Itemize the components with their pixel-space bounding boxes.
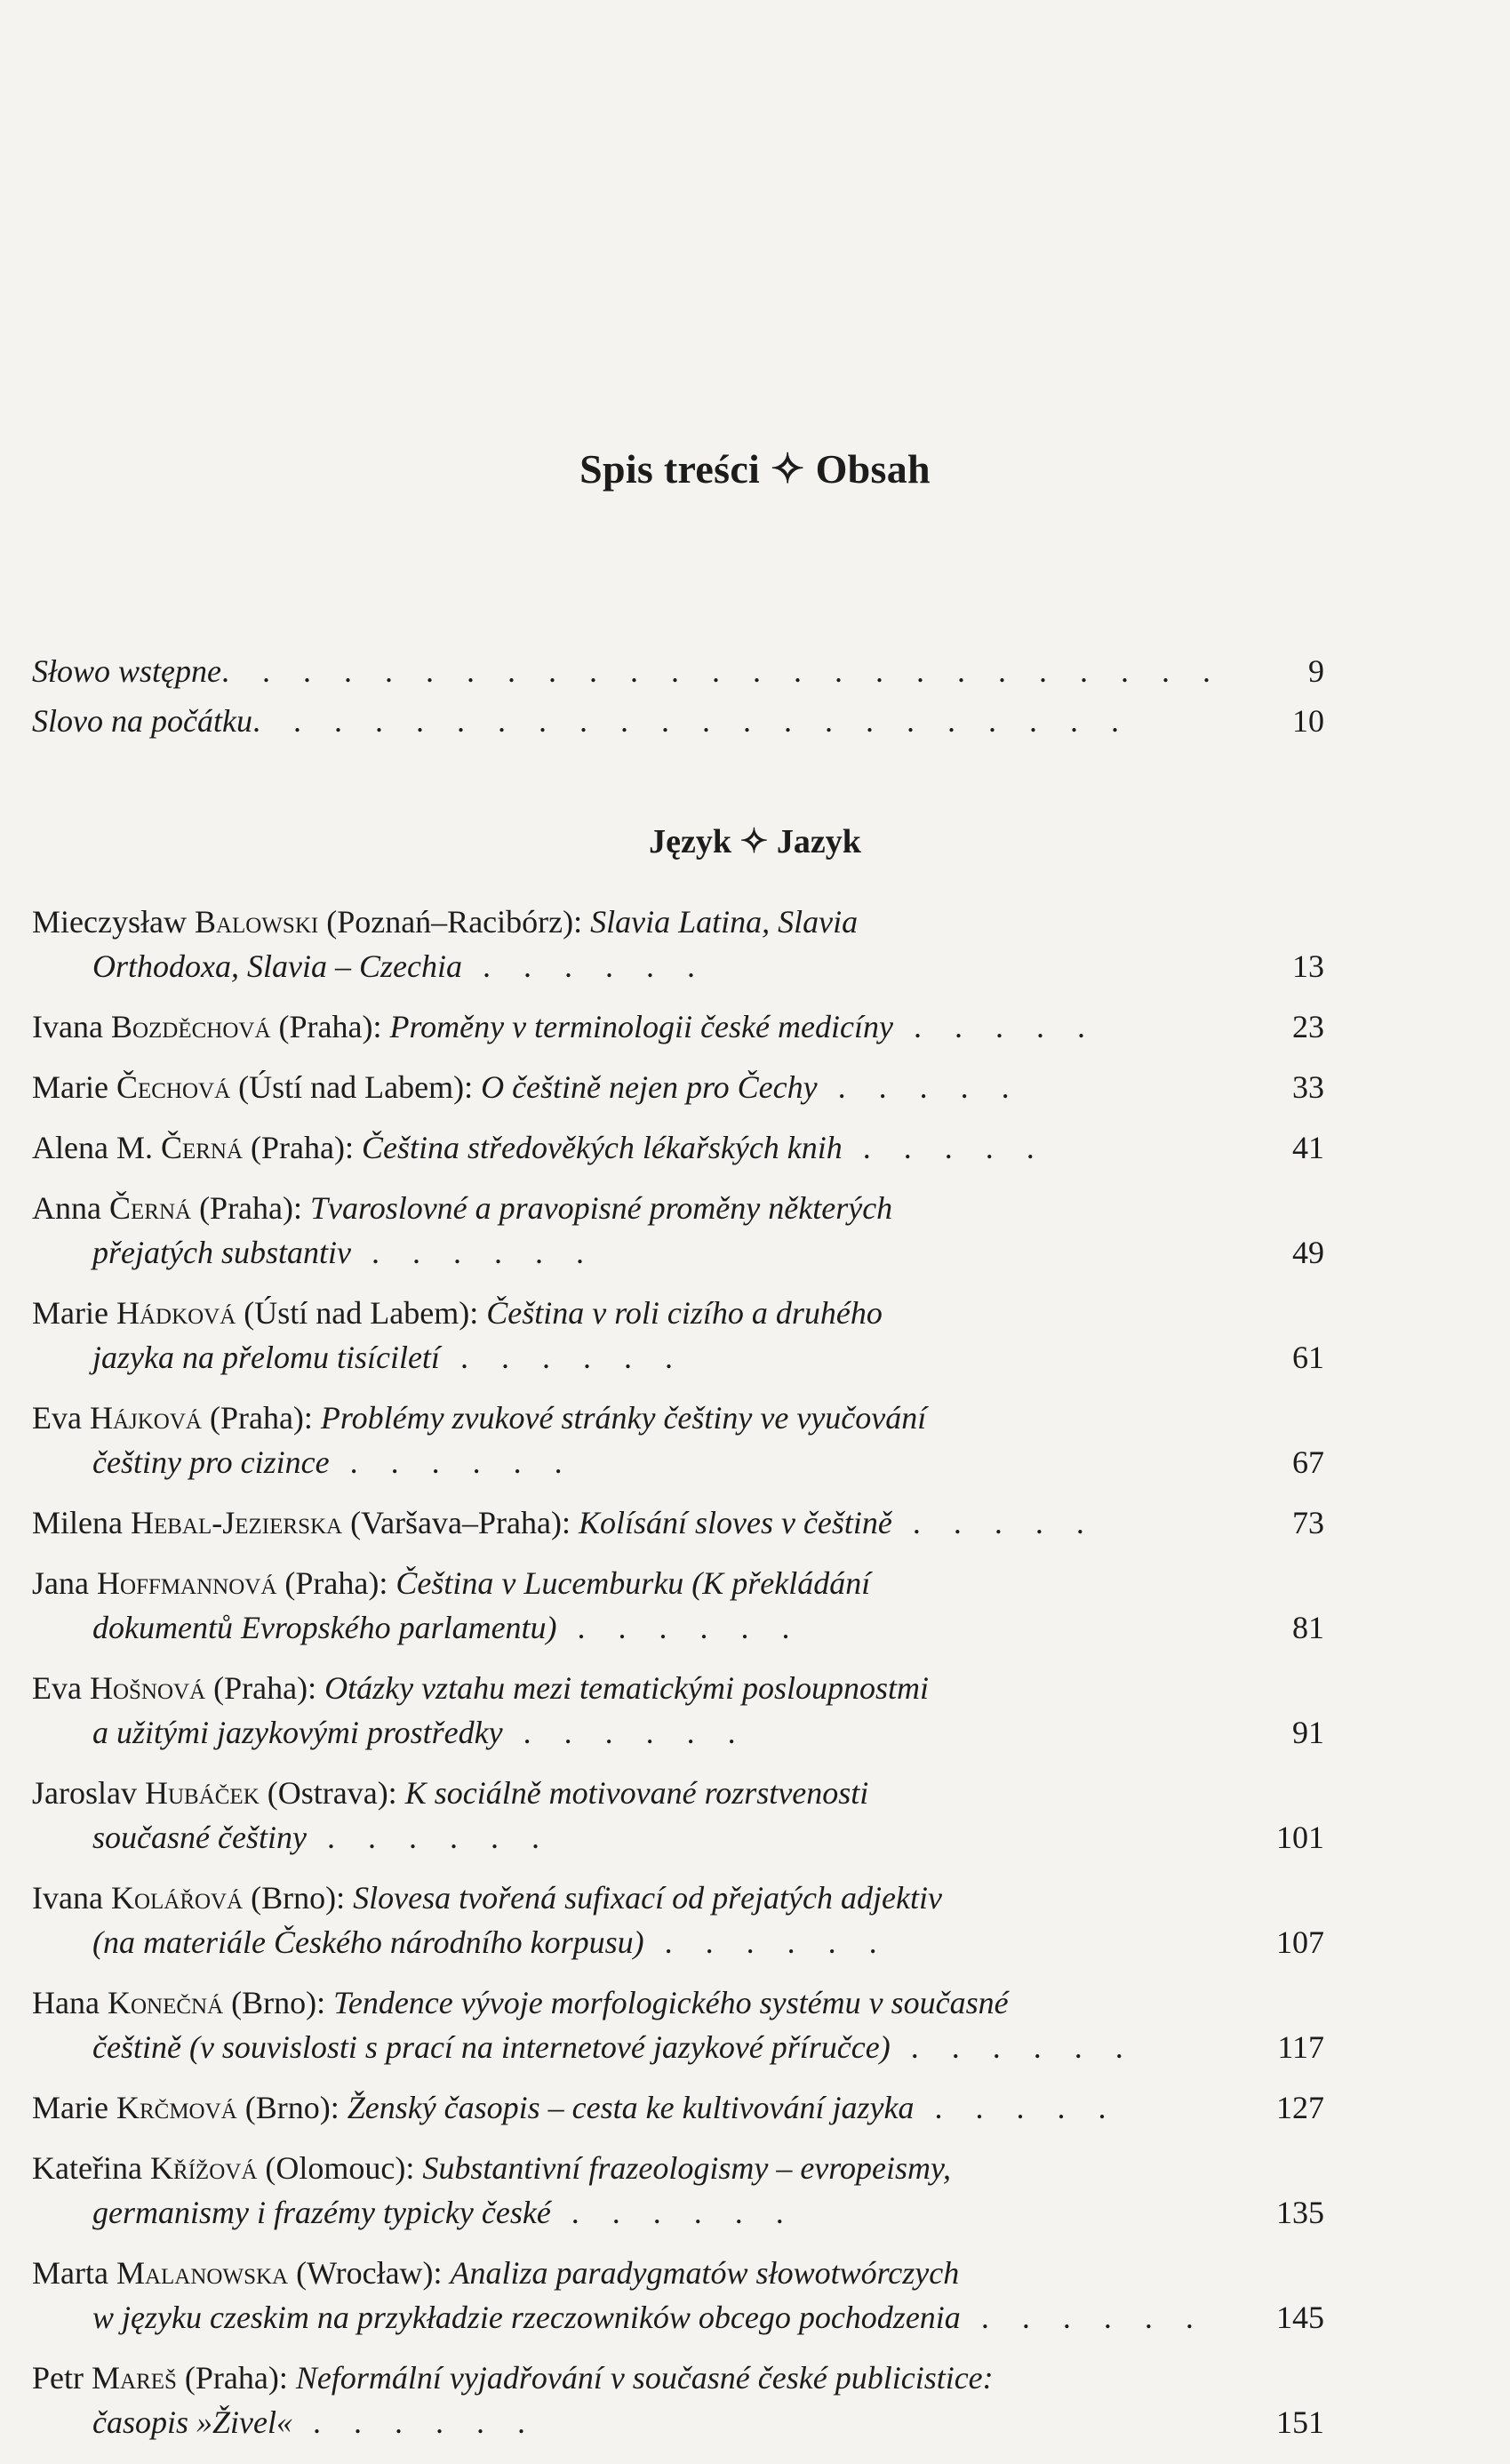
page-number: 23 <box>1292 1009 1324 1044</box>
leader-dots: . . . . . <box>817 1069 1022 1105</box>
author-surname: Hájková <box>89 1400 202 1436</box>
author-place: (Praha): <box>284 1565 388 1601</box>
entry-title-line2: a užitými jazykovými prostředky <box>92 1715 503 1750</box>
author-first-name: Ivana <box>32 1880 103 1916</box>
entry-title-line2: dokumentů Evropského parlamentu) <box>92 1610 557 1645</box>
entry-title-line1: Čeština v Lucemburku (K překládání <box>395 1565 871 1601</box>
author-surname: Hebal-Jezierska <box>130 1505 343 1540</box>
leader-dots: . . . . . . <box>439 1340 685 1375</box>
entry-title-line1: Tvaroslovné a pravopisné proměny některých <box>310 1190 893 1226</box>
author-first-name: Marie <box>32 1295 108 1331</box>
author-place: (Olomouc): <box>265 2150 415 2186</box>
author-place: (Brno): <box>244 2090 340 2125</box>
author-first-name: Mieczysław <box>32 904 187 940</box>
entry-title: Słowo wstępne <box>32 653 221 689</box>
page-number: 135 <box>1276 2195 1324 2230</box>
author-surname: Hádková <box>116 1295 236 1331</box>
author-surname: Krčmová <box>116 2090 237 2125</box>
entry-title-line2: češtiny pro cizince <box>92 1444 330 1480</box>
toc-entry <box>32 1291 1324 1380</box>
entry-title-line2: časopis »Živel« <box>92 2404 292 2440</box>
author-surname: Malanowska <box>116 2255 289 2291</box>
page-number: 151 <box>1276 2404 1324 2440</box>
toc-entry <box>32 1666 1324 1755</box>
page-number: 107 <box>1276 1924 1324 1960</box>
leader-dots: . . . . . . <box>292 2404 538 2440</box>
entry-title-line1: Ženský časopis – cesta ke kultivování jazyka <box>347 2090 915 2125</box>
author-place: (Varšava–Praha): <box>350 1505 571 1540</box>
toc-entry-front-0 <box>32 649 1324 693</box>
author-first-name: Marie <box>32 1069 108 1105</box>
page-number: 91 <box>1292 1715 1324 1750</box>
author-first-name: Hana <box>32 1985 100 2020</box>
entry-title-line1: Slovesa tvořená sufixací od přejatých adjektiv <box>353 1880 942 1916</box>
leader-dots: . . . . . . <box>350 1235 596 1270</box>
leader-dots: . . . . . <box>842 1130 1047 1165</box>
author-first-name: Ivana <box>32 1009 103 1044</box>
page-number: 10 <box>1292 703 1324 739</box>
toc-entry <box>32 1396 1324 1484</box>
leader-dots: . . . . . <box>892 1009 1098 1044</box>
entry-title-line1: Slavia Latina, Slavia <box>590 904 859 940</box>
author-surname: Balowski <box>194 904 319 940</box>
entry-title-line1: Substantivní frazeologismy – evropeismy, <box>422 2150 951 2186</box>
toc-entry <box>32 900 1324 988</box>
page-number: 101 <box>1276 1820 1324 1855</box>
page-number: 127 <box>1276 2090 1324 2125</box>
page-number: 67 <box>1292 1444 1324 1480</box>
author-surname: Konečná <box>107 1985 224 2020</box>
toc-entry <box>32 1004 1324 1049</box>
author-surname: Černá <box>108 1190 192 1226</box>
leader-dots: . . . . . . <box>502 1715 748 1750</box>
author-surname: Hoffmannová <box>96 1565 277 1601</box>
page-number: 49 <box>1292 1235 1324 1270</box>
author-first-name: Petr <box>32 2360 84 2396</box>
author-place: (Praha): <box>184 2360 288 2396</box>
page-number: 41 <box>1292 1130 1324 1165</box>
toc-entry <box>32 1125 1324 1170</box>
page-number: 117 <box>1277 2029 1324 2065</box>
author-first-name: Alena M. <box>32 1130 153 1165</box>
leader-dots: . . . . . . <box>306 1820 552 1855</box>
author-first-name: Kateřina <box>32 2150 142 2186</box>
author-surname: Černá <box>160 1130 244 1165</box>
entry-title-line1: Tendence vývoje morfologického systému v současné <box>333 1985 1009 2020</box>
author-place: (Brno): <box>231 1985 326 2020</box>
toc-entry <box>32 1561 1324 1650</box>
entry-title-line2: současné češtiny <box>92 1820 307 1855</box>
entry-title-line2: (na materiále Českého národního korpusu) <box>92 1924 644 1960</box>
leader-dots: . . . . . . <box>550 2195 796 2230</box>
author-surname: Bozděchová <box>110 1009 271 1044</box>
toc-entry <box>32 2146 1324 2235</box>
toc-entry <box>32 1876 1324 1964</box>
page-title: Spis treści ✧ Obsah <box>579 446 931 492</box>
toc-entry <box>32 1186 1324 1275</box>
page-number: 61 <box>1292 1340 1324 1375</box>
entry-title-line2: přejatých substantiv <box>92 1235 351 1270</box>
entry-title: Slovo na počátku <box>32 703 252 739</box>
section-heading: Język ✧ Jazyk <box>649 823 861 860</box>
toc-entry <box>32 2251 1324 2340</box>
leader-dots: . . . . . . <box>461 948 707 984</box>
entry-title-line1: Kolísání sloves v češtině <box>578 1505 892 1540</box>
toc-entry <box>32 2356 1324 2444</box>
toc-entry <box>32 1771 1324 1860</box>
leader-dots: . . . . . . <box>960 2300 1206 2335</box>
toc-entry-list <box>32 900 1324 2460</box>
entry-title-line1: Problémy zvukové stránky češtiny ve vyučování <box>320 1400 927 1436</box>
author-place: (Ústí nad Labem): <box>244 1295 479 1331</box>
author-first-name: Jaroslav <box>32 1775 137 1811</box>
author-first-name: Anna <box>32 1190 101 1226</box>
author-place: (Wrocław): <box>296 2255 443 2291</box>
toc-entry <box>32 2085 1324 2130</box>
page-number: 73 <box>1292 1505 1324 1540</box>
author-place: (Praha): <box>209 1400 313 1436</box>
author-first-name: Milena <box>32 1505 123 1540</box>
author-first-name: Jana <box>32 1565 89 1601</box>
leader-dots: . . . . . . <box>643 1924 890 1960</box>
entry-title-line1: Otázky vztahu mezi tematickými posloupnostmi <box>324 1670 929 1706</box>
author-surname: Hubáček <box>144 1775 260 1811</box>
page-number: 145 <box>1276 2300 1324 2335</box>
page-number: 33 <box>1292 1069 1324 1105</box>
leader-dots: . . . . . . <box>890 2029 1136 2065</box>
toc-entry-front-1 <box>32 699 1324 743</box>
author-place: (Praha): <box>278 1009 382 1044</box>
entry-title-line1: K sociálně motivované rozrstvenosti <box>404 1775 869 1811</box>
entry-title-line1: Čeština v roli cizího a druhého <box>486 1295 883 1331</box>
leader-dots: . . . . . <box>914 2090 1119 2125</box>
author-place: (Ostrava): <box>267 1775 397 1811</box>
entry-title-line1: Proměny v terminologii české medicíny <box>389 1009 893 1044</box>
front-matter-list <box>32 649 1324 748</box>
author-surname: Hošnová <box>89 1670 206 1706</box>
entry-title-line2: češtině (v souvislosti s prací na internetové jazykové příručce) <box>92 2029 891 2065</box>
author-place: (Praha): <box>251 1130 354 1165</box>
toc-entry <box>32 1980 1324 2069</box>
leader-dots: . . . . . . . . . . . . . . . . . . . . . . . . . <box>221 653 1223 689</box>
author-place: (Brno): <box>251 1880 346 1916</box>
toc-entry <box>32 1500 1324 1545</box>
author-surname: Mareš <box>92 2360 177 2396</box>
author-surname: Křížová <box>149 2150 258 2186</box>
author-first-name: Marta <box>32 2255 108 2291</box>
toc-entry <box>32 1065 1324 1109</box>
author-place: (Praha): <box>213 1670 317 1706</box>
entry-title-line1: Analiza paradygmatów słowotwórczych <box>450 2255 960 2291</box>
leader-dots: . . . . . . <box>329 1444 575 1480</box>
author-first-name: Eva <box>32 1670 82 1706</box>
entry-title-line2: jazyka na přelomu tisíciletí <box>92 1340 440 1375</box>
entry-title-line2: Orthodoxa, Slavia – Czechia <box>92 948 462 984</box>
leader-dots: . . . . . . . . . . . . . . . . . . . . . . <box>252 703 1131 739</box>
page-number: 81 <box>1292 1610 1324 1645</box>
author-place: (Poznań–Racibórz): <box>326 904 583 940</box>
leader-dots: . . . . . . <box>556 1610 803 1645</box>
entry-title-line1: Neformální vyjadřování v současné české publicistice: <box>295 2360 994 2396</box>
entry-title-line2: germanismy i frazémy typicky české <box>92 2195 551 2230</box>
entry-title-line1: Čeština středověkých lékařských knih <box>362 1130 843 1165</box>
author-surname: Čechová <box>116 1069 231 1105</box>
author-place: (Praha): <box>199 1190 303 1226</box>
author-first-name: Marie <box>32 2090 108 2125</box>
leader-dots: . . . . . <box>891 1505 1097 1540</box>
author-surname: Kolářová <box>110 1880 244 1916</box>
author-first-name: Eva <box>32 1400 82 1436</box>
entry-title-line2: w języku czeskim na przykładzie rzeczowników obcego pochodzenia <box>92 2300 961 2335</box>
author-place: (Ústí nad Labem): <box>238 1069 474 1105</box>
page-number: 13 <box>1292 948 1324 984</box>
page-number: 9 <box>1308 653 1324 689</box>
entry-title-line1: O češtině nejen pro Čechy <box>481 1069 818 1105</box>
